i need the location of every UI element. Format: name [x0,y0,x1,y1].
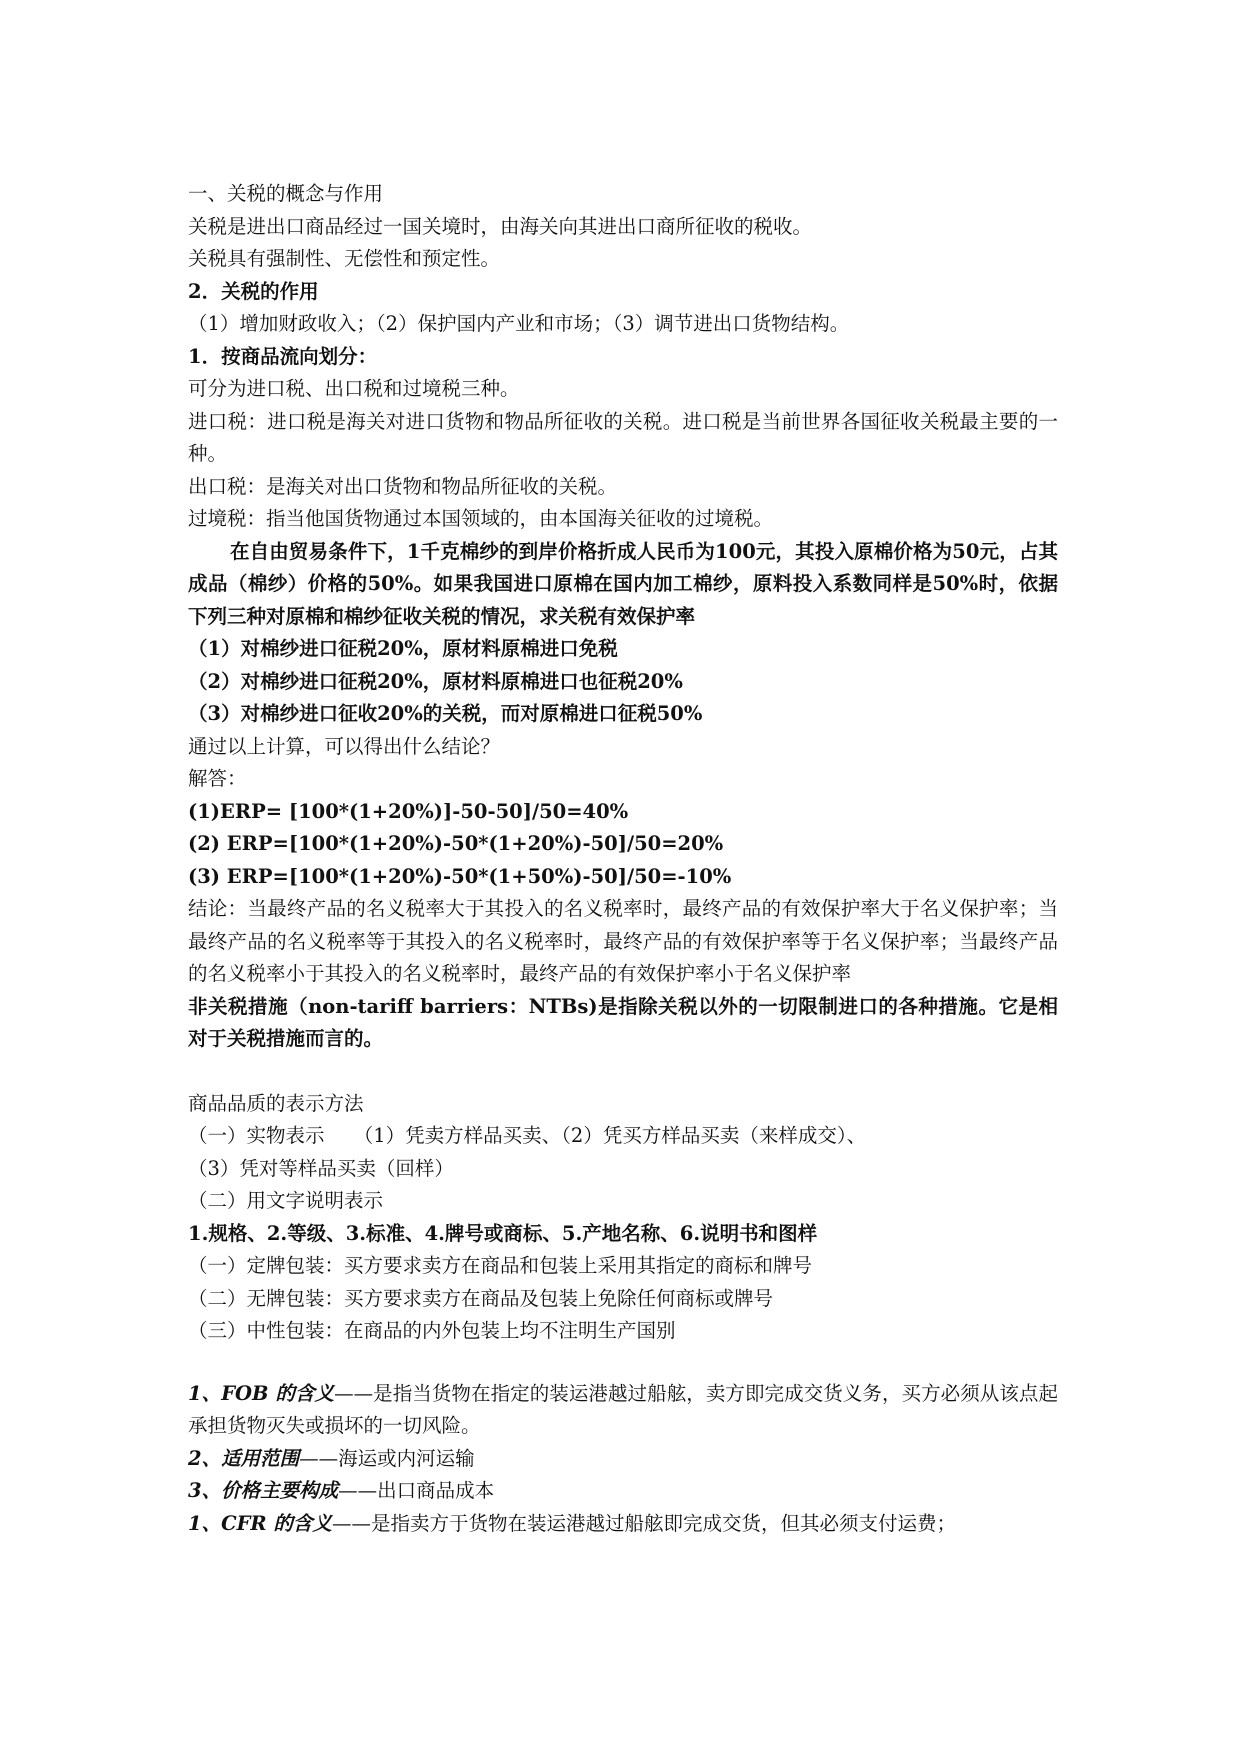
paragraph: 出口税：是海关对出口货物和物品所征收的关税。 [188,474,618,498]
answer-label: 解答： [188,767,247,790]
spacer [188,1056,1058,1088]
section-heading: 商品品质的表示方法 [188,1091,364,1115]
list-item: （二）用文字说明表示 [188,1189,384,1212]
term-text: ——海运或内河运输 [299,1446,475,1470]
document-page [188,178,1058,1540]
term-text: ——是指当货物在指定的装运港越过船舷，卖方即完成交货义务，买方必须从该点起承担货物灭失或损坏的一切风险。 [188,1381,1058,1437]
answer-formula: (2) ERP=[100*(1+20%)-50*(1+20%)-50]/50=20% [188,832,724,855]
spacer [188,1348,1058,1378]
term-label: 1、CFR 的含义 [188,1511,332,1535]
section-heading: 一、关税的概念与作用 [188,182,384,205]
problem-question: 通过以上计算，可以得出什么结论？ [188,734,501,758]
problem-case: （3）对棉纱进口征收20%的关税，而对原棉进口征税50% [188,702,703,725]
term-label: 1、FOB 的含义 [188,1381,335,1405]
term-definition [188,1508,1058,1541]
term-definition [188,1443,1058,1476]
term-text: ——出口商品成本 [338,1479,495,1502]
answer-formula: (1)ERP= [100*(1+20%)]-50-50]/50=40% [188,799,629,823]
ntb-definition: 非关税措施（non-tariff barriers：NTBs)是指除关税以外的一切限制进口的各种措施。它是相对于关税措施而言的。 [188,994,1058,1050]
list-item: （3）凭对等样品买卖（回样） [188,1156,454,1180]
subheading: 2．关税的作用 [188,279,319,303]
list-item: （一）实物表示 （1）凭卖方样品买卖、（2）凭买方样品买卖（来样成交）、 [188,1124,867,1147]
paragraph: 关税具有强制性、无偿性和预定性。 [188,247,501,270]
paragraph: （1）增加财政收入；（2）保护国内产业和市场；（3）调节进出口货物结构。 [188,312,850,335]
problem-case: （2）对棉纱进口征税20%，原材料原棉进口也征税20% [188,669,683,693]
problem-statement: 在自由贸易条件下，1千克棉纱的到岸价格折成人民币为100元，其投入原棉价格为50元，占其成品（棉纱）价格的50%。如果我国进口原棉在国内加工棉纱，原料投入系数同样是50%时，依据下列三种对原棉和棉纱征收关税的情况，求关税有效保护率 [188,539,1058,628]
list-item: 1.规格、2.等级、3.标准、4.牌号或商标、5.产地名称、6.说明书和图样 [188,1221,818,1245]
list-item: （一）定牌包装：买方要求卖方在商品和包装上采用其指定的商标和牌号 [188,1254,813,1277]
conclusion: 结论：当最终产品的名义税率大于其投入的名义税率时，最终产品的有效保护率大于名义保护率；当最终产品的名义税率等于其投入的名义税率时，最终产品的有效保护率等于名义保护率；当最终产品的名义税率小于其投入的名义税率时，最终产品的有效保护率小于名义保护率 [188,897,1058,985]
term-definition [188,1475,1058,1508]
problem-case: （1）对棉纱进口征税20%，原材料原棉进口免税 [188,637,618,660]
term-label: 2、适用范围 [188,1446,300,1470]
answer-formula: (3) ERP=[100*(1+20%)-50*(1+50%)-50]/50=-10% [188,864,732,888]
subheading: 1．按商品流向划分： [188,344,378,368]
list-item: （二）无牌包装：买方要求卖方在商品及包装上免除任何商标或牌号 [188,1286,774,1310]
term-text: ——是指卖方于货物在装运港越过船舷即完成交货，但其必须支付运费； [331,1511,956,1535]
paragraph: 关税是进出口商品经过一国关境时，由海关向其进出口商所征收的税收。 [188,214,813,238]
paragraph: 过境税：指当他国货物通过本国领域的，由本国海关征收的过境税。 [188,507,774,530]
list-item: （三）中性包装：在商品的内外包装上均不注明生产国别 [188,1319,676,1342]
term-label: 3、价格主要构成 [188,1479,339,1502]
paragraph: 可分为进口税、出口税和过境税三种。 [188,377,520,400]
paragraph: 进口税：进口税是海关对进口货物和物品所征收的关税。进口税是当前世界各国征收关税最主要的一种。 [188,409,1058,465]
term-definition [188,1378,1058,1443]
